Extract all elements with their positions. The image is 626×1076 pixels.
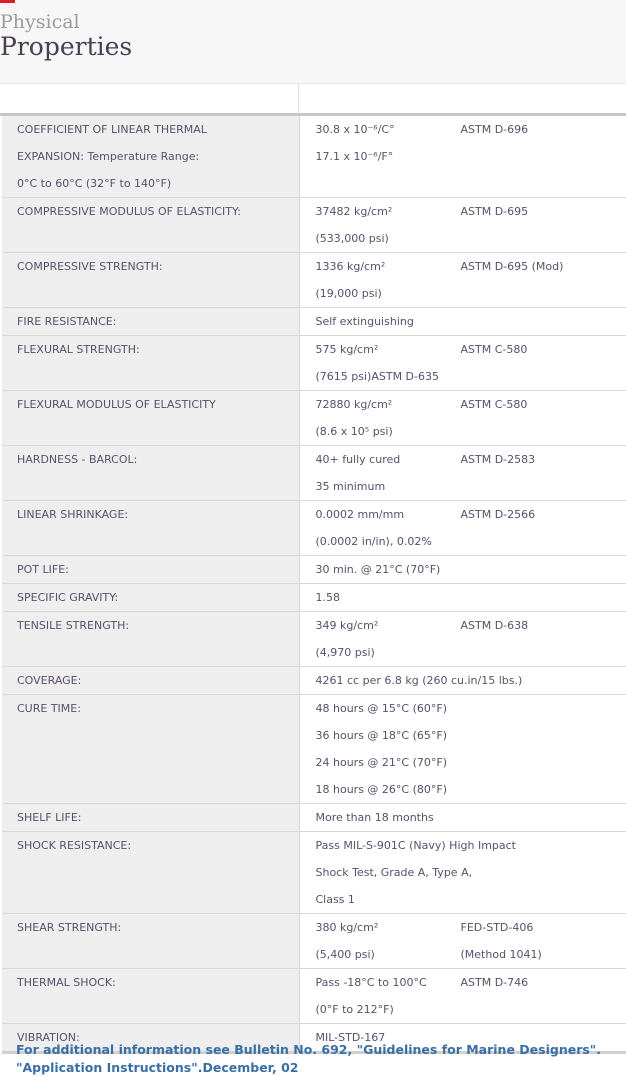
value-line bbox=[316, 722, 626, 749]
property-value: 4261 cc per 6.8 kg (260 cu.in/15 lbs.) bbox=[315, 674, 523, 687]
test-method: ASTM D-695 (Mod) bbox=[460, 260, 564, 273]
property-label-cell bbox=[2, 556, 299, 584]
value-line bbox=[316, 143, 626, 170]
property-label: SHEAR STRENGTH: bbox=[17, 921, 122, 934]
property-value: 380 kg/cm² bbox=[315, 921, 379, 934]
property-label: SHELF LIFE: bbox=[17, 811, 82, 824]
test-method: ASTM D-746 bbox=[460, 976, 529, 989]
property-value: (7615 psi)ASTM D-635 bbox=[315, 370, 439, 383]
value-line bbox=[316, 996, 626, 1023]
test-method: ASTM D-2566 bbox=[460, 508, 536, 521]
value-line bbox=[316, 941, 626, 968]
property-label-cell bbox=[2, 336, 299, 391]
value-line bbox=[316, 336, 626, 363]
page-title: Properties bbox=[0, 32, 133, 61]
value-line bbox=[316, 253, 626, 280]
test-method: ASTM D-638 bbox=[460, 619, 529, 632]
property-value-cell bbox=[299, 446, 626, 501]
value-line bbox=[316, 859, 626, 886]
property-label: COMPRESSIVE MODULUS OF ELASTICITY: bbox=[17, 205, 241, 218]
property-label: TENSILE STRENGTH: bbox=[17, 619, 130, 632]
property-label-cell bbox=[2, 804, 299, 832]
page-header bbox=[0, 0, 626, 84]
property-value-cell bbox=[299, 914, 626, 969]
value-line bbox=[316, 886, 626, 913]
property-label-cell bbox=[2, 612, 299, 667]
value-line bbox=[316, 280, 626, 307]
property-label: THERMAL SHOCK: bbox=[17, 976, 116, 989]
property-value-cell bbox=[299, 253, 626, 308]
test-method: ASTM D-2583 bbox=[460, 453, 536, 466]
property-value-cell bbox=[299, 336, 626, 391]
property-value-cell bbox=[299, 116, 626, 198]
property-label-cell bbox=[2, 832, 299, 914]
table-row bbox=[2, 667, 626, 695]
property-value-cell bbox=[299, 695, 626, 804]
property-value: 30.8 x 10⁻⁶/C° bbox=[315, 123, 395, 136]
property-value-cell bbox=[299, 667, 626, 695]
property-value-cell bbox=[299, 832, 626, 914]
property-value-cell bbox=[299, 969, 626, 1024]
property-value: MIL-STD-167 bbox=[315, 1031, 386, 1044]
table-row bbox=[2, 116, 626, 198]
property-value: 30 min. @ 21°C (70°F) bbox=[315, 563, 441, 576]
property-label: COVERAGE: bbox=[17, 674, 82, 687]
property-value: (0.0002 in/in), 0.02% bbox=[315, 535, 432, 548]
value-line bbox=[316, 914, 626, 941]
test-method: ASTM C-580 bbox=[460, 343, 528, 356]
property-value: 1336 kg/cm² bbox=[315, 260, 386, 273]
table-row bbox=[2, 336, 626, 391]
property-value: More than 18 months bbox=[315, 811, 434, 824]
table-row bbox=[2, 969, 626, 1024]
property-value: (5,400 psi) bbox=[315, 948, 375, 961]
table-row bbox=[2, 832, 626, 914]
property-value: 48 hours @ 15°C (60°F) bbox=[315, 702, 447, 715]
property-label-cell bbox=[2, 914, 299, 969]
test-method: ASTM D-695 bbox=[460, 205, 529, 218]
test-method: ASTM D-696 bbox=[460, 123, 529, 136]
value-line bbox=[316, 363, 626, 390]
property-label-cell bbox=[2, 308, 299, 336]
value-line bbox=[316, 116, 626, 143]
test-method: FED-STD-406 bbox=[460, 921, 534, 934]
property-label-cell bbox=[2, 584, 299, 612]
property-label: COEFFICIENT OF LINEAR THERMAL bbox=[17, 123, 207, 136]
property-label: COMPRESSIVE STRENGTH: bbox=[17, 260, 163, 273]
value-line bbox=[316, 198, 626, 225]
footer-line-2: "Application Instructions".December, 02 bbox=[16, 1060, 299, 1075]
property-value: 18 hours @ 26°C (80°F) bbox=[315, 783, 447, 796]
property-label: CURE TIME: bbox=[17, 702, 81, 715]
table-row bbox=[2, 391, 626, 446]
table-row bbox=[2, 446, 626, 501]
property-value: 40+ fully cured bbox=[315, 453, 401, 466]
value-line bbox=[316, 639, 626, 666]
property-label-cell bbox=[2, 116, 299, 198]
table-row bbox=[2, 253, 626, 308]
property-label: FLEXURAL MODULUS OF ELASTICITY bbox=[17, 398, 216, 411]
value-line bbox=[316, 528, 626, 555]
property-label-cell bbox=[2, 667, 299, 695]
test-method: ASTM C-580 bbox=[460, 398, 528, 411]
value-line bbox=[316, 308, 626, 335]
footer-note bbox=[16, 1041, 601, 1076]
page-title-small: Physical bbox=[0, 11, 80, 33]
property-label-cell bbox=[2, 391, 299, 446]
property-label: SHOCK RESISTANCE: bbox=[17, 839, 132, 852]
property-value: 349 kg/cm² bbox=[315, 619, 379, 632]
property-label: SPECIFIC GRAVITY: bbox=[17, 591, 119, 604]
property-label-cell bbox=[2, 446, 299, 501]
value-line bbox=[316, 804, 626, 831]
property-label-cell bbox=[2, 198, 299, 253]
property-value: 72880 kg/cm² bbox=[315, 398, 393, 411]
value-line bbox=[316, 473, 626, 500]
property-value: Pass -18°C to 100°C bbox=[315, 976, 427, 989]
value-line bbox=[316, 225, 626, 252]
property-label: FLEXURAL STRENGTH: bbox=[17, 343, 140, 356]
value-line bbox=[316, 584, 626, 611]
property-label-cell bbox=[2, 501, 299, 556]
table-header-right bbox=[300, 84, 626, 114]
table-row bbox=[2, 695, 626, 804]
property-label-cell bbox=[2, 695, 299, 804]
property-value-cell bbox=[299, 584, 626, 612]
property-value: (8.6 x 10⁵ psi) bbox=[315, 425, 393, 438]
property-value: 37482 kg/cm² bbox=[315, 205, 393, 218]
property-value-cell bbox=[299, 308, 626, 336]
value-line bbox=[316, 832, 626, 859]
property-value: (533,000 psi) bbox=[315, 232, 389, 245]
property-label-cell bbox=[2, 253, 299, 308]
property-value-cell bbox=[299, 501, 626, 556]
test-method: (Method 1041) bbox=[460, 948, 542, 961]
table-row bbox=[2, 804, 626, 832]
property-value-cell bbox=[299, 391, 626, 446]
value-line bbox=[316, 391, 626, 418]
property-label: EXPANSION: Temperature Range: bbox=[17, 150, 200, 163]
property-value-cell bbox=[299, 612, 626, 667]
table-row bbox=[2, 556, 626, 584]
property-value: Class 1 bbox=[315, 893, 355, 906]
property-value-cell bbox=[299, 556, 626, 584]
value-line bbox=[316, 501, 626, 528]
value-line bbox=[316, 556, 626, 583]
value-line bbox=[316, 667, 626, 694]
property-value-cell bbox=[299, 198, 626, 253]
property-value: Shock Test, Grade A, Type A, bbox=[315, 866, 473, 879]
footer-line-1: For additional information see Bulletin No. 692, "Guidelines for Marine Designers". bbox=[16, 1042, 602, 1057]
accent-bar bbox=[0, 0, 15, 3]
property-label: VIBRATION: bbox=[17, 1031, 80, 1044]
table-row bbox=[2, 308, 626, 336]
property-label: FIRE RESISTANCE: bbox=[17, 315, 117, 328]
table-row bbox=[2, 612, 626, 667]
property-value: 1.58 bbox=[315, 591, 340, 604]
value-line bbox=[316, 969, 626, 996]
table-row bbox=[2, 501, 626, 556]
property-value: Self extinguishing bbox=[315, 315, 414, 328]
table-row bbox=[2, 584, 626, 612]
property-label: 0°C to 60°C (32°F to 140°F) bbox=[17, 177, 172, 190]
property-label: POT LIFE: bbox=[17, 563, 69, 576]
property-value: 24 hours @ 21°C (70°F) bbox=[315, 756, 447, 769]
table-row bbox=[2, 914, 626, 969]
properties-table bbox=[2, 116, 626, 1054]
property-value: 35 minimum bbox=[315, 480, 386, 493]
property-value-cell bbox=[299, 804, 626, 832]
value-line bbox=[316, 749, 626, 776]
property-value: 36 hours @ 18°C (65°F) bbox=[315, 729, 447, 742]
value-line bbox=[316, 695, 626, 722]
value-line bbox=[316, 776, 626, 803]
property-value: (0°F to 212°F) bbox=[315, 1003, 394, 1016]
table-header-left bbox=[2, 84, 299, 114]
table-row bbox=[2, 198, 626, 253]
property-value: 17.1 x 10⁻⁶/F° bbox=[315, 150, 394, 163]
value-line bbox=[316, 612, 626, 639]
property-value: Pass MIL-S-901C (Navy) High Impact bbox=[315, 839, 516, 852]
property-value: (19,000 psi) bbox=[315, 287, 382, 300]
value-line bbox=[316, 418, 626, 445]
property-label-cell bbox=[2, 969, 299, 1024]
property-value: (4,970 psi) bbox=[315, 646, 375, 659]
property-label: HARDNESS - BARCOL: bbox=[17, 453, 138, 466]
property-value: 575 kg/cm² bbox=[315, 343, 379, 356]
value-line bbox=[316, 446, 626, 473]
property-value: 0.0002 mm/mm bbox=[315, 508, 405, 521]
property-label: LINEAR SHRINKAGE: bbox=[17, 508, 129, 521]
